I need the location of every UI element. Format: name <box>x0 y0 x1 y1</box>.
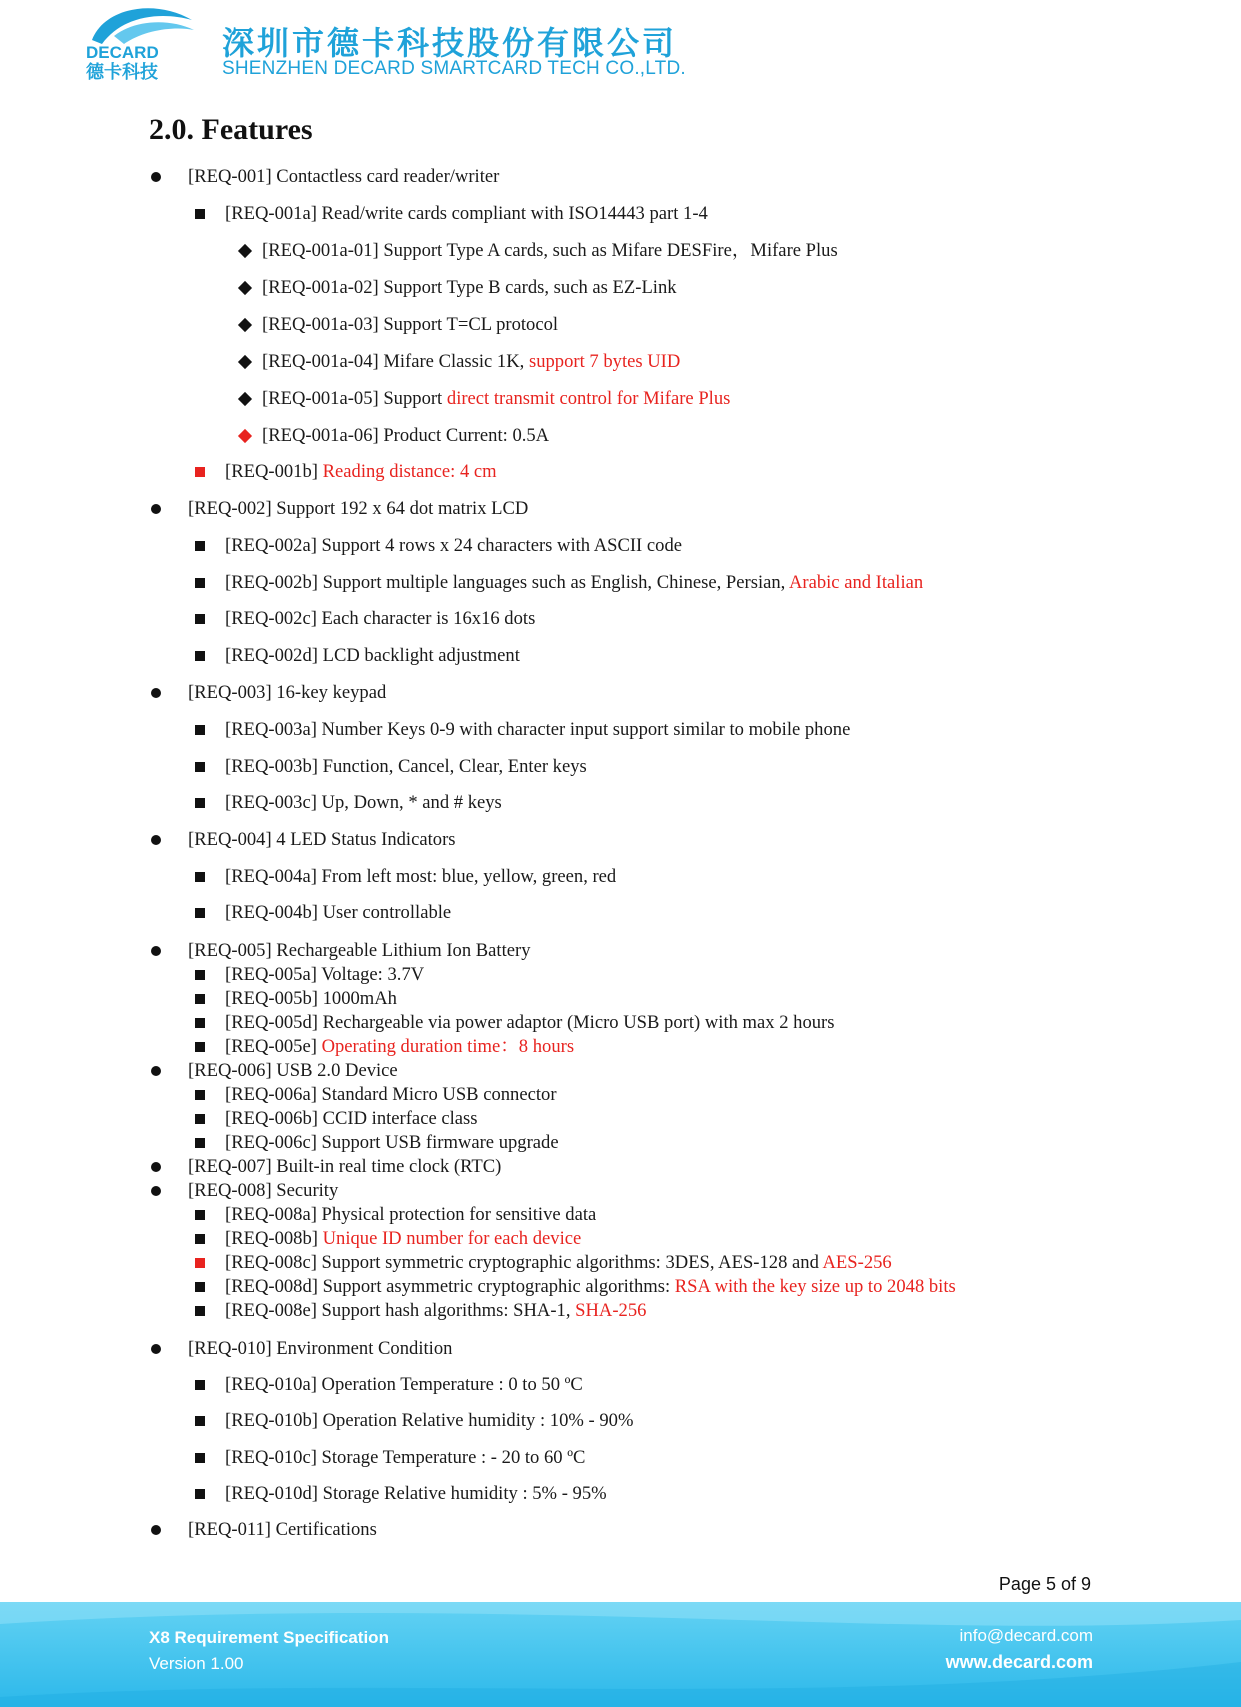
text-segment: [REQ-001a-01] Support Type A cards, such as Mifare DESFire，Mifare Plus <box>262 240 838 261</box>
feature-text <box>225 461 497 483</box>
text-segment: [REQ-004] 4 LED Status Indicators <box>188 829 456 850</box>
company-name-chinese: 深圳市德卡科技股份有限公司 <box>222 24 678 62</box>
footer-website-link[interactable]: www.decard.com <box>945 1652 1093 1672</box>
bullet-square-icon <box>195 1234 205 1244</box>
bullet-square-icon <box>195 1489 205 1499</box>
text-segment: [REQ-005a] Voltage: 3.7V <box>225 964 425 985</box>
text-segment: [REQ-001a-04] Mifare Classic 1K, <box>262 351 529 372</box>
highlighted-text: Unique ID number for each device <box>322 1228 582 1249</box>
text-segment: [REQ-010d] Storage Relative humidity : 5% - 95% <box>225 1483 607 1504</box>
bullet-square-icon <box>195 1306 205 1316</box>
feature-text <box>225 645 520 667</box>
highlighted-text: Operating duration time：8 hours <box>321 1036 575 1057</box>
text-segment: [REQ-006c] Support USB firmware upgrade <box>225 1132 559 1153</box>
section-title: 2.0. Features <box>149 113 313 146</box>
feature-text <box>225 719 850 741</box>
feature-text <box>225 203 708 225</box>
bullet-square-icon <box>195 908 205 918</box>
text-segment: [REQ-008c] Support symmetric cryptographic algorithms: 3DES, AES-128 and <box>225 1252 823 1273</box>
feature-text <box>225 866 616 888</box>
feature-text <box>225 1374 583 1396</box>
bullet-square-icon <box>195 1090 205 1100</box>
svg-text:DECARD: DECARD <box>86 43 159 62</box>
feature-text <box>225 1108 478 1130</box>
text-segment: [REQ-005d] Rechargeable via power adaptor (Micro USB port) with max 2 hours <box>225 1012 835 1033</box>
bullet-diamond-icon <box>238 281 252 295</box>
highlighted-text: AES-256 <box>822 1252 892 1273</box>
footer-version: Version 1.00 <box>149 1654 244 1673</box>
highlighted-text: Arabic and Italian <box>788 572 924 593</box>
bullet-square-icon <box>195 1258 205 1268</box>
feature-text <box>225 608 535 630</box>
feature-text <box>225 988 397 1010</box>
bullet-diamond-icon <box>238 355 252 369</box>
feature-text <box>225 1483 607 1505</box>
bullet-square-icon <box>195 467 205 477</box>
feature-text <box>225 1012 834 1034</box>
bullet-square-icon <box>195 872 205 882</box>
text-segment: [REQ-004b] User controllable <box>225 902 452 923</box>
bullet-dot-icon <box>151 835 161 845</box>
text-segment: [REQ-005b] 1000mAh <box>225 988 397 1009</box>
feature-text <box>225 535 682 557</box>
feature-text <box>225 1252 892 1274</box>
bullet-square-icon <box>195 578 205 588</box>
text-segment: [REQ-011] Certifications <box>188 1519 377 1540</box>
highlighted-text: Reading distance: 4 cm <box>322 461 497 482</box>
feature-text <box>225 902 451 924</box>
bullet-square-icon <box>195 1138 205 1148</box>
bullet-square-icon <box>195 209 205 219</box>
bullet-dot-icon <box>151 1186 161 1196</box>
bullet-square-icon <box>195 1453 205 1463</box>
feature-text <box>188 1180 338 1202</box>
bullet-square-icon <box>195 970 205 980</box>
page-number: Page 5 of 9 <box>998 1574 1091 1594</box>
feature-text <box>225 1036 574 1058</box>
bullet-dot-icon <box>151 1525 161 1535</box>
feature-text <box>262 388 730 410</box>
text-segment: [REQ-001b] <box>225 461 323 482</box>
feature-text <box>225 1132 559 1154</box>
text-segment: [REQ-008e] Support hash algorithms: SHA-1, <box>225 1300 576 1321</box>
feature-text <box>188 829 456 851</box>
page-footer <box>0 1602 1241 1707</box>
text-segment: [REQ-006b] CCID interface class <box>225 1108 478 1129</box>
bullet-square-icon <box>195 614 205 624</box>
text-segment: [REQ-001a-03] Support T=CL protocol <box>262 314 559 335</box>
bullet-square-icon <box>195 725 205 735</box>
text-segment: [REQ-002] Support 192 x 64 dot matrix LCD <box>188 498 529 519</box>
bullet-diamond-icon <box>238 318 252 332</box>
feature-text <box>188 498 528 520</box>
feature-text <box>225 756 587 778</box>
text-segment: [REQ-002c] Each character is 16x16 dots <box>225 608 536 629</box>
feature-text <box>225 964 424 986</box>
feature-text <box>225 1410 633 1432</box>
bullet-square-icon <box>195 1018 205 1028</box>
feature-text <box>262 351 680 373</box>
feature-text <box>225 1276 956 1298</box>
bullet-square-icon <box>195 1416 205 1426</box>
feature-text <box>188 166 499 188</box>
feature-text <box>225 1300 646 1322</box>
feature-text <box>225 792 502 814</box>
feature-text <box>188 1519 377 1541</box>
highlighted-text: support 7 bytes UID <box>528 351 681 372</box>
feature-text <box>225 1084 557 1106</box>
feature-text <box>225 1447 585 1469</box>
text-segment: [REQ-003b] Function, Cancel, Clear, Enter keys <box>225 756 587 777</box>
text-segment: [REQ-008b] <box>225 1228 323 1249</box>
feature-text <box>225 1204 596 1226</box>
text-segment: [REQ-002b] Support multiple languages such as English, Chinese, Persian, <box>225 572 789 593</box>
text-segment: [REQ-003a] Number Keys 0-9 with character input support similar to mobile phone <box>225 719 851 740</box>
bullet-dot-icon <box>151 1066 161 1076</box>
text-segment: [REQ-008a] Physical protection for sensitive data <box>225 1204 597 1225</box>
text-segment: [REQ-010c] Storage Temperature : - 20 to 60 ºC <box>225 1447 586 1468</box>
bullet-square-icon <box>195 798 205 808</box>
text-segment: [REQ-003c] Up, Down, * and # keys <box>225 792 502 813</box>
feature-text <box>262 425 549 447</box>
feature-text <box>225 1228 581 1250</box>
text-segment: [REQ-008d] Support asymmetric cryptographic algorithms: <box>225 1276 675 1297</box>
text-segment: [REQ-005e] <box>225 1036 322 1057</box>
text-segment: [REQ-002a] Support 4 rows x 24 characters with ASCII code <box>225 535 682 556</box>
bullet-diamond-icon <box>238 392 252 406</box>
bullet-diamond-icon <box>238 429 252 443</box>
bullet-square-icon <box>195 541 205 551</box>
text-segment: [REQ-010b] Operation Relative humidity : 10% - 90% <box>225 1410 634 1431</box>
highlighted-text: RSA with the key size up to 2048 bits <box>674 1276 956 1297</box>
footer-doc-title: X8 Requirement Specification <box>149 1628 389 1647</box>
feature-text <box>188 940 531 962</box>
text-segment: [REQ-001] Contactless card reader/writer <box>188 166 500 187</box>
text-segment: [REQ-006a] Standard Micro USB connector <box>225 1084 557 1105</box>
bullet-square-icon <box>195 1114 205 1124</box>
text-segment: [REQ-001a-02] Support Type B cards, such as EZ-Link <box>262 277 677 298</box>
text-segment: [REQ-001a-05] Support <box>262 388 447 409</box>
text-segment: [REQ-007] Built-in real time clock (RTC) <box>188 1156 502 1177</box>
feature-text <box>225 572 923 594</box>
highlighted-text: SHA-256 <box>575 1300 647 1321</box>
bullet-dot-icon <box>151 172 161 182</box>
text-segment: [REQ-005] Rechargeable Lithium Ion Battery <box>188 940 531 961</box>
bullet-square-icon <box>195 651 205 661</box>
feature-text <box>188 1338 452 1360</box>
company-name-english: SHENZHEN DECARD SMARTCARD TECH CO.,LTD. <box>222 58 686 79</box>
text-segment: [REQ-003] 16-key keypad <box>188 682 387 703</box>
bullet-dot-icon <box>151 1162 161 1172</box>
bullet-square-icon <box>195 1210 205 1220</box>
bullet-dot-icon <box>151 504 161 514</box>
bullet-diamond-icon <box>238 244 252 258</box>
bullet-square-icon <box>195 1380 205 1390</box>
feature-text <box>188 682 386 704</box>
text-segment: [REQ-001a] Read/write cards compliant with ISO14443 part 1-4 <box>225 203 708 224</box>
feature-text <box>188 1060 398 1082</box>
text-segment: [REQ-004a] From left most: blue, yellow, green, red <box>225 866 617 887</box>
highlighted-text: direct transmit control for Mifare Plus <box>446 388 731 409</box>
decard-logo <box>84 0 204 82</box>
bullet-dot-icon <box>151 688 161 698</box>
svg-text:德卡科技: 德卡科技 <box>86 62 158 82</box>
bullet-square-icon <box>195 1042 205 1052</box>
feature-text <box>262 277 677 299</box>
feature-text <box>262 314 558 336</box>
bullet-square-icon <box>195 762 205 772</box>
bullet-square-icon <box>195 1282 205 1292</box>
text-segment: [REQ-010a] Operation Temperature : 0 to 50 ºC <box>225 1374 583 1395</box>
feature-text <box>262 240 838 262</box>
bullet-dot-icon <box>151 946 161 956</box>
bullet-dot-icon <box>151 1344 161 1354</box>
text-segment: [REQ-002d] LCD backlight adjustment <box>225 645 520 666</box>
text-segment: [REQ-001a-06] Product Current: 0.5A <box>262 425 550 446</box>
footer-email-link[interactable]: info@decard.com <box>959 1626 1093 1645</box>
text-segment: [REQ-010] Environment Condition <box>188 1338 453 1359</box>
text-segment: [REQ-006] USB 2.0 Device <box>188 1060 398 1081</box>
page-header <box>0 0 1241 90</box>
bullet-square-icon <box>195 994 205 1004</box>
feature-text <box>188 1156 501 1178</box>
text-segment: [REQ-008] Security <box>188 1180 339 1201</box>
